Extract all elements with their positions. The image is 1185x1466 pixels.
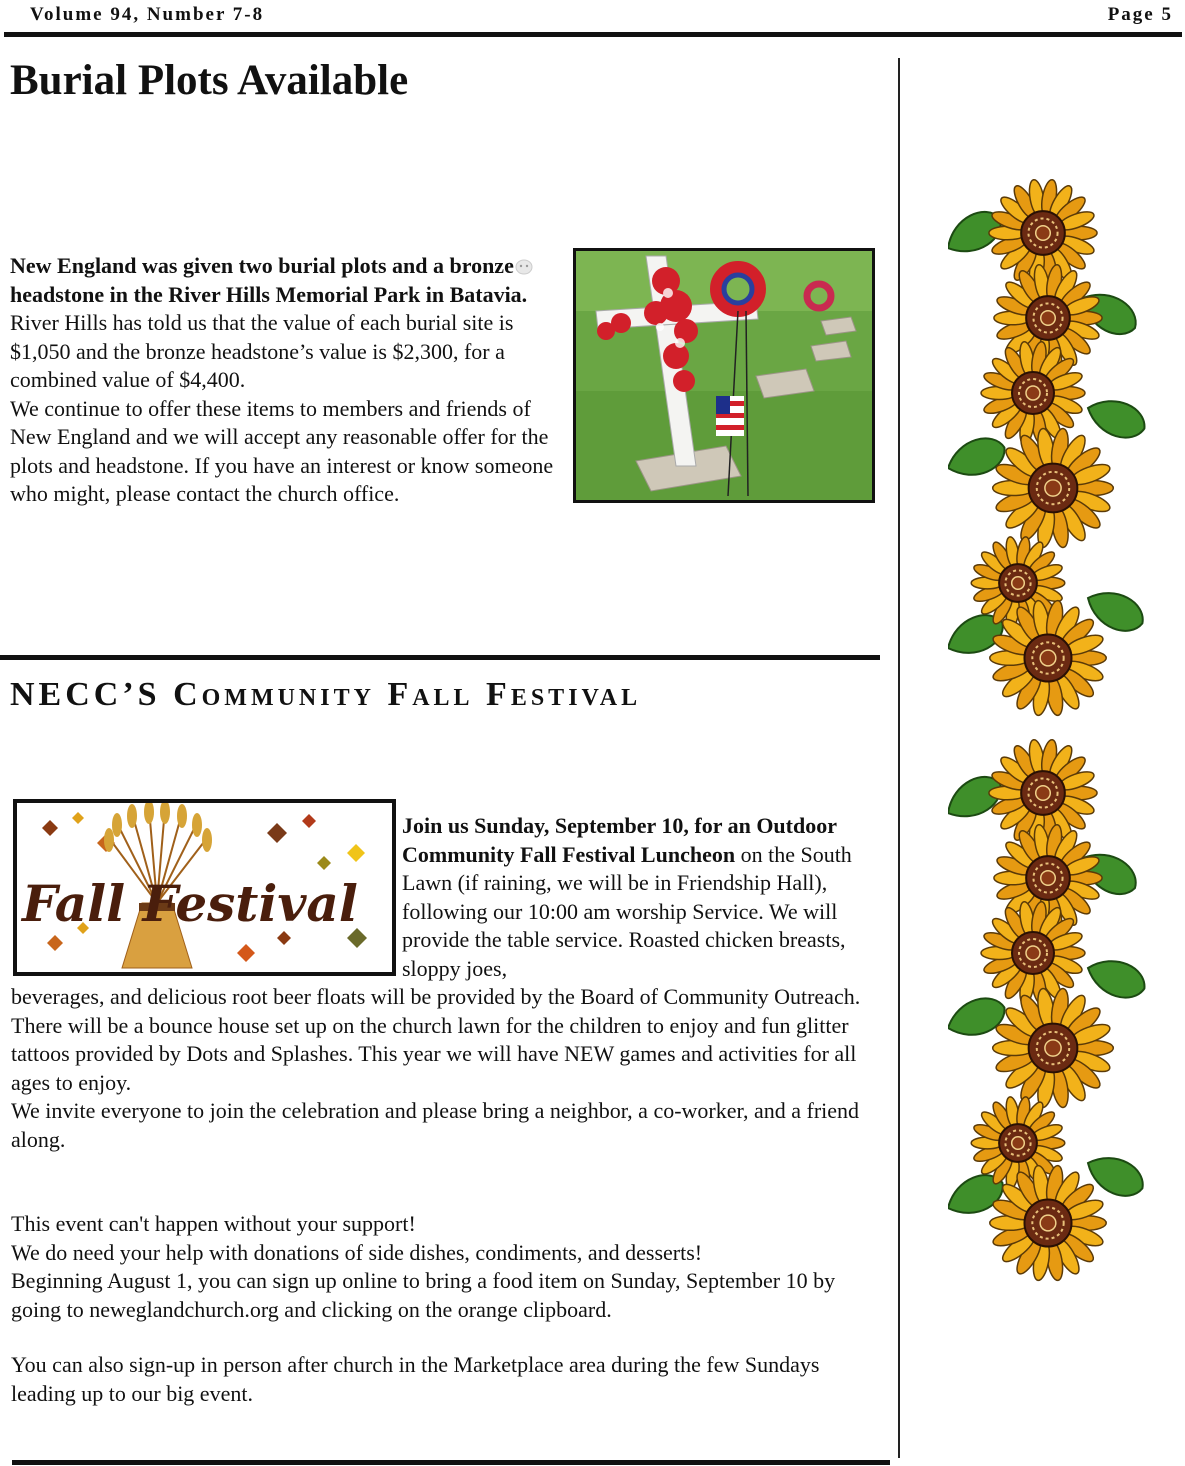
festival-intro: [402, 812, 882, 983]
burial-lead: New England was given two burial plots and a bronze headstone in the River Hills Memorial Park in Batavia.: [10, 253, 528, 307]
sunflower: [993, 427, 1114, 548]
cemetery-photo: [573, 248, 875, 503]
bottom-rule: [12, 1460, 890, 1465]
sunflower-leaf: [948, 432, 1010, 484]
fall-festival-text: Fall Festival: [22, 874, 358, 933]
sunflower: [993, 987, 1114, 1108]
newsletter-volume: Volume 94, Number 7-8: [30, 4, 265, 25]
sunflower-border: [948, 178, 1148, 1308]
top-rule: [4, 32, 1182, 37]
festival-food: beverages, and delicious root beer floats will be provided by the Board of Community Outreach.: [11, 984, 861, 1009]
section-rule: [0, 655, 880, 660]
festival-title: NECC’S Community Fall Festival: [10, 676, 642, 713]
support-line-1: This event can't happen without your support!: [11, 1211, 416, 1236]
burial-title: Burial Plots Available: [10, 57, 409, 104]
festival-bounce: There will be a bounce house set up on the church lawn for the children to enjoy and fun glitter tattoos provided by Dots and Splashes. This year we will have NEW games and activities for all ages to enjoy.: [11, 1012, 857, 1095]
page-number: Page 5: [1107, 4, 1173, 25]
fall-festival-graphic: [13, 799, 396, 976]
burial-offer: We continue to offer these items to members and friends of New England and we will accept any reasonable offer for the plots and headstone. If you have an interest or know someone who might, please contact the church office.: [10, 395, 554, 506]
sunflower-leaf: [948, 992, 1010, 1044]
festival-details: [11, 983, 886, 1154]
column-divider: [898, 58, 900, 1458]
support-line-2: We do need your help with donations of side dishes, condiments, and desserts!: [11, 1239, 703, 1265]
festival-lead-rest: on the South Lawn (if raining, we will be in Friendship Hall), following our 10:00 am worship Service. We will provide the table service. Roasted chicken breasts, sloppy joes,: [402, 841, 852, 981]
sunflower-leaf: [1082, 952, 1148, 1004]
sunflower-leaf: [1082, 392, 1148, 444]
festival-invite: We invite everyone to join the celebration and please bring a neighbor, a co-worker, and a friend along.: [11, 1098, 860, 1152]
burial-text: [10, 252, 562, 509]
festival-signup: You can also sign-up in person after church in the Marketplace area during the few Sundays leading up to our big event.: [11, 1352, 820, 1406]
festival-lead: Join us Sunday, September 10, for an Outdoor Community Fall Festival Luncheon: [402, 813, 837, 867]
support-line-3: Beginning August 1, you can sign up online to bring a food item on Sunday, September 10 by going to neweglandchurch.org and clicking on the orange clipboard.: [11, 1268, 836, 1322]
burial-values: River Hills has told us that the value of each burial site is $1,050 and the bronze headstone’s value is $2,300, for a combined value of $4,400.: [10, 310, 514, 392]
festival-support: [11, 1210, 886, 1324]
